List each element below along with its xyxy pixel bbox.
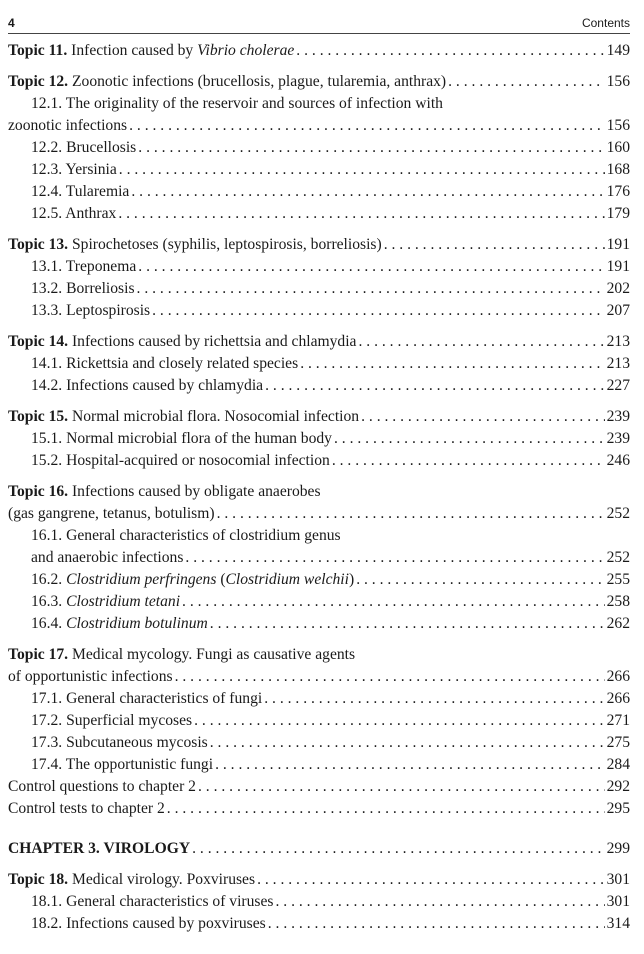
toc-title: Medical virology. Poxviruses [68,871,256,888]
leader-dots [265,375,605,397]
leader-dots [185,547,604,569]
leader-dots [358,331,604,353]
toc-label: Topic 13. [8,236,69,253]
toc-page: 179 [606,205,630,222]
leader-dots [129,115,605,137]
toc-title: 18.1. General characteristics of viruses [31,893,274,910]
toc-topic-12[interactable] [8,71,630,93]
toc-page: 156 [606,73,630,90]
toc-entry-18-1[interactable] [8,891,630,913]
leader-dots [210,732,605,754]
toc-title: of opportunistic infections [8,668,173,685]
toc-number: 16.2. [31,571,67,588]
toc-title: Control questions to chapter 2 [8,778,196,795]
toc-title: 14.1. Rickettsia and closely related species [31,355,299,372]
page-number: 4 [8,16,15,30]
toc-title-paren-open: ( [216,571,226,588]
toc-title: 15.2. Hospital-acquired or nosocomial infection [31,452,330,469]
toc-page: 299 [606,840,630,857]
leader-dots [192,838,605,860]
toc-title: and anaerobic infections [31,549,184,566]
toc-title: 13.1. Treponema [31,258,137,275]
toc-page: 292 [606,778,630,795]
toc-page: 213 [606,355,630,372]
leader-dots [384,234,605,256]
toc-chapter-3[interactable] [8,838,630,860]
toc-page: 275 [606,734,630,751]
leader-dots [257,869,605,891]
toc-page: 207 [606,302,630,319]
leader-dots [182,591,605,613]
toc-title: 17.1. General characteristics of fungi [31,690,263,707]
toc-title: 14.2. Infections caused by chlamydia [31,377,264,394]
toc-number: 16.3. [31,593,67,610]
toc-page: 176 [606,183,630,200]
toc-entry-13-3[interactable] [8,300,630,322]
toc-page: 149 [606,42,630,59]
toc-entry-18-2[interactable] [8,913,630,935]
toc-entry-15-1[interactable] [8,428,630,450]
toc-page: 262 [606,615,630,632]
toc-topic-16[interactable] [8,503,630,525]
toc-title: 15.1. Normal microbial flora of the human body [31,430,332,447]
leader-dots [215,754,605,776]
toc-entry-16-2[interactable] [8,569,630,591]
toc-page: 168 [606,161,630,178]
toc-title: 12.2. Brucellosis [31,139,137,156]
toc-entry-16-1[interactable] [8,547,630,569]
toc-title: 17.4. The opportunistic fungi [31,756,214,773]
toc-page: 156 [606,117,630,134]
toc-topic-13[interactable] [8,234,630,256]
toc-topic-15[interactable] [8,406,630,428]
toc-topic-11[interactable] [8,40,630,62]
toc-page: 213 [606,333,630,350]
toc-title-italic: Clostridium tetani [66,593,181,610]
toc-entry-17-1[interactable] [8,688,630,710]
toc-title: 12.4. Tularemia [31,183,130,200]
toc-chapter-title: CHAPTER 3. VIROLOGY [8,840,191,857]
toc-title-italic: Clostridium botulinum [66,615,208,632]
toc-topic-14[interactable] [8,331,630,353]
toc-control-questions-2[interactable] [8,776,630,798]
toc-page: 227 [606,377,630,394]
toc-page: 252 [606,505,630,522]
leader-dots [175,666,605,688]
toc-entry-12-5[interactable] [8,203,630,225]
toc-page: 258 [606,593,630,610]
running-header [8,0,630,34]
toc-entry-17-3[interactable] [8,732,630,754]
toc-entry-17-2[interactable] [8,710,630,732]
toc-label: Topic 18. [8,871,69,888]
leader-dots [138,137,604,159]
toc-entry-14-1[interactable] [8,353,630,375]
toc-page: 246 [606,452,630,469]
toc-label: Topic 15. [8,408,69,425]
toc-page: 301 [606,871,630,888]
leader-dots [210,613,605,635]
toc-entry-16-3[interactable] [8,591,630,613]
toc-label: Topic 12. [8,73,69,90]
toc-label: Topic 11. [8,42,68,59]
leader-dots [275,891,604,913]
leader-dots [264,688,604,710]
toc-title: Medical mycology. Fungi as causative agents [68,646,356,663]
toc-title-italic: Clostridium perfringens [66,571,217,588]
leader-dots [137,278,605,300]
leader-dots [448,71,604,93]
leader-dots [332,450,605,472]
toc-page: 202 [606,280,630,297]
toc-label: Topic 17. [8,646,69,663]
toc-number: 16.4. [31,615,67,632]
toc-title: 18.2. Infections caused by poxviruses [31,915,266,932]
toc-page: 191 [606,258,630,275]
toc-topic-17[interactable] [8,666,630,688]
toc-entry-13-2[interactable] [8,278,630,300]
toc-entry-16-4[interactable] [8,613,630,635]
toc-entry-15-2[interactable] [8,450,630,472]
leader-dots [198,776,605,798]
toc-title: (gas gangrene, tetanus, botulism) [8,505,215,522]
toc-title: 12.3. Yersinia [31,161,117,178]
toc-title: 17.3. Subcutaneous mycosis [31,734,208,751]
toc-title-italic: Vibrio cholerae [197,42,295,59]
toc-page: 301 [606,893,630,910]
toc-entry-12-2[interactable] [8,137,630,159]
toc-entry-13-1[interactable] [8,256,630,278]
toc-page: 266 [606,690,630,707]
leader-dots [217,503,605,525]
leader-dots [119,159,605,181]
toc-entry-12-1-line1: 12.1. The originality of the reservoir and sources of infection with [31,95,443,112]
toc-entry-16-1-line1: 16.1. General characteristics of clostridium genus [31,527,341,544]
toc-page: 266 [606,668,630,685]
toc-page: 295 [606,800,630,817]
toc-topic-18[interactable] [8,869,630,891]
toc-page: 191 [606,236,630,253]
leader-dots [334,428,605,450]
toc-label: Topic 14. [8,333,69,350]
leader-dots [138,256,604,278]
toc-page: 252 [606,549,630,566]
toc-label: Topic 16. [8,483,69,500]
toc-title: Control tests to chapter 2 [8,800,165,817]
toc-topic-16-line1 [8,481,630,503]
toc-control-tests-2[interactable] [8,798,630,820]
leader-dots [268,913,605,935]
toc-page: 160 [606,139,630,156]
toc-page: 284 [606,756,630,773]
toc-title: 12.5. Anthrax [31,205,117,222]
toc-entry-12-3[interactable] [8,159,630,181]
toc-page: 239 [606,430,630,447]
leader-dots [167,798,605,820]
leader-dots [131,181,604,203]
leader-dots [118,203,604,225]
toc-page: 314 [606,915,630,932]
table-of-contents [8,40,630,935]
leader-dots [356,569,604,591]
toc-entry-14-2[interactable] [8,375,630,397]
toc-title: 13.2. Borreliosis [31,280,135,297]
toc-page: 239 [606,408,630,425]
toc-title: Infections caused by obligate anaerobes [68,483,321,500]
leader-dots [194,710,605,732]
toc-entry-17-4[interactable] [8,754,630,776]
leader-dots [361,406,605,428]
toc-title: Spirochetoses (syphilis, leptospirosis, borreliosis) [68,236,382,253]
leader-dots [300,353,604,375]
toc-title: Infections caused by richettsia and chlamydia [68,333,357,350]
running-title: Contents [581,16,630,30]
toc-topic-17-line1 [8,644,630,666]
toc-page: 255 [606,571,630,588]
toc-title: zoonotic infections [8,117,128,134]
toc-title-paren-close: ) [348,571,355,588]
leader-dots [296,40,604,62]
toc-title: Infection caused by [67,42,198,59]
toc-title: Normal microbial flora. Nosocomial infection [68,408,360,425]
toc-page: 271 [606,712,630,729]
toc-title: Zoonotic infections (brucellosis, plague, tularemia, anthrax) [68,73,447,90]
toc-title: 17.2. Superficial mycoses [31,712,193,729]
toc-entry-12-1[interactable] [8,115,630,137]
toc-title: 13.3. Leptospirosis [31,302,151,319]
leader-dots [152,300,604,322]
toc-entry-12-4[interactable] [8,181,630,203]
toc-title-italic: Clostridium welchii [225,571,349,588]
